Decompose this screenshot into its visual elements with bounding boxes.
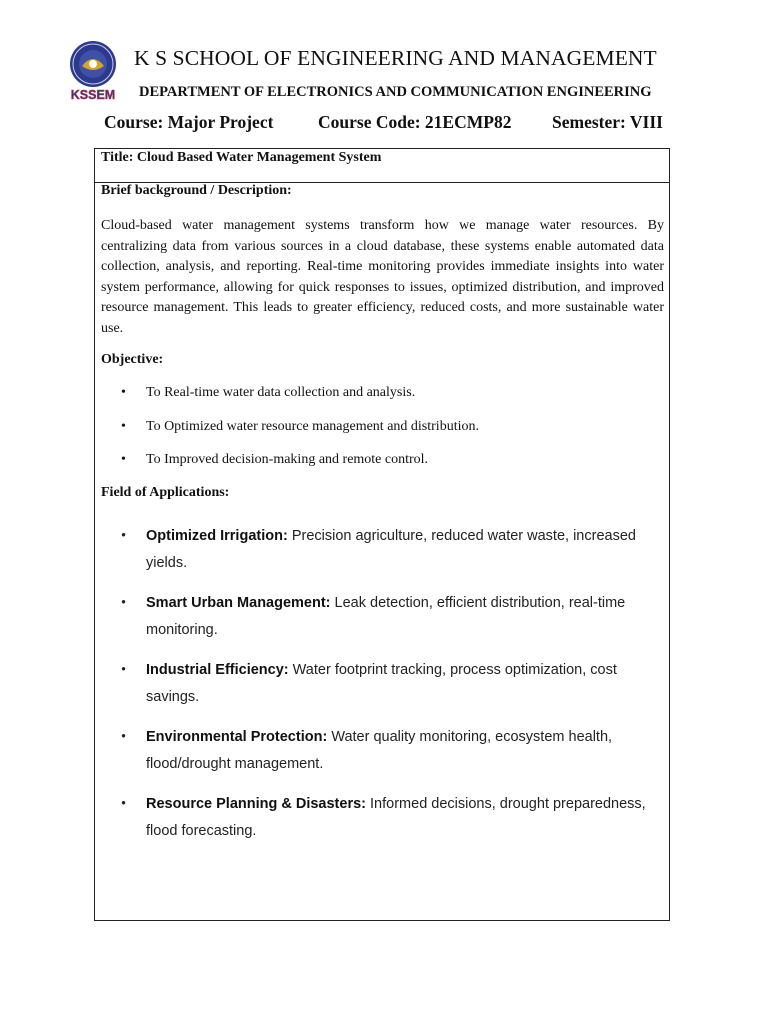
bullet: • <box>121 729 127 745</box>
objective-text: To Real-time water data collection and analysis. <box>146 385 416 400</box>
kssem-logo <box>62 40 124 104</box>
application-label: Optimized Irrigation: <box>146 528 288 544</box>
objective-text: To Improved decision-making and remote control. <box>146 452 429 467</box>
application-item <box>121 523 661 577</box>
application-item <box>121 657 661 711</box>
application-text: Leak detection, efficient distribution, real-time monitoring. <box>146 595 626 638</box>
application-text: Informed decisions, drought preparedness, flood forecasting. <box>146 796 646 839</box>
kssem-emblem-icon <box>62 40 124 104</box>
application-text: Water footprint tracking, process optimization, cost savings. <box>146 662 617 705</box>
objective-heading: Objective: <box>101 352 164 367</box>
semester: Semester: VIII <box>552 112 663 132</box>
project-details-box <box>94 148 670 921</box>
course-name: Course: Major Project <box>104 112 274 132</box>
background-paragraph: Cloud-based water management systems transform how we manage water resources. By centralizing data from various sources in a cloud database, these systems enable automated data collection, analysis, and reporting. Real-time monitoring provides immediate insights into water system performance, allowing for quick responses to issues, optimized distribution, and improved resource management. This leads to greater efficiency, reduced costs, and more sustainable water use. <box>101 218 664 336</box>
application-label: Industrial Efficiency: <box>146 662 289 678</box>
application-label: Smart Urban Management: <box>146 595 331 611</box>
application-label: Environmental Protection: <box>146 729 328 745</box>
course-code: Course Code: 21ECMP82 <box>318 112 512 132</box>
department-name: DEPARTMENT OF ELECTRONICS AND COMMUNICATION ENGINEERING <box>139 84 652 100</box>
title-row <box>95 149 669 183</box>
bullet: • <box>121 796 127 812</box>
objective-text: To Optimized water resource management and distribution. <box>146 419 479 434</box>
applications-heading: Field of Applications: <box>101 485 230 500</box>
bullet: • <box>121 385 126 400</box>
application-item <box>121 590 661 644</box>
background-heading: Brief background / Description: <box>101 183 292 198</box>
bullet: • <box>121 662 127 678</box>
logo-text: KSSEM <box>70 88 116 102</box>
project-title: Title: Cloud Based Water Management System <box>101 150 382 165</box>
bullet: • <box>121 528 127 544</box>
application-text: Precision agriculture, reduced water waste, increased yields. <box>146 528 636 571</box>
application-item <box>121 791 661 845</box>
application-label: Resource Planning & Disasters: <box>146 796 366 812</box>
bullet: • <box>121 452 126 467</box>
bullet: • <box>121 419 126 434</box>
school-name: K S SCHOOL OF ENGINEERING AND MANAGEMENT <box>134 46 657 70</box>
application-item <box>121 724 661 778</box>
bullet: • <box>121 595 127 611</box>
application-text: Water quality monitoring, ecosystem health, flood/drought management. <box>146 729 613 772</box>
